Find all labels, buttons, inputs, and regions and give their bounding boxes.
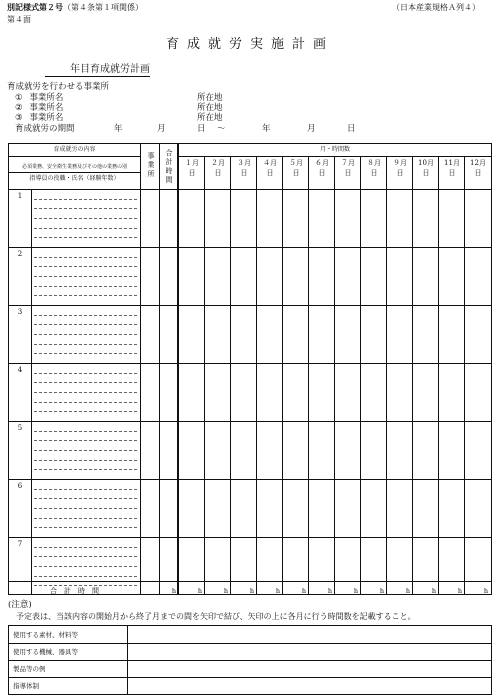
month-label: ７月 bbox=[341, 159, 355, 167]
entry-line bbox=[34, 266, 137, 267]
row-divider bbox=[9, 247, 491, 248]
month-divider bbox=[230, 156, 231, 594]
entry-line bbox=[34, 295, 137, 296]
entry-line bbox=[34, 392, 137, 393]
day-label: 日 bbox=[292, 169, 300, 177]
entry-line bbox=[34, 276, 137, 277]
info-row-divider bbox=[9, 660, 491, 661]
month-divider bbox=[204, 156, 205, 594]
month-label: ４月 bbox=[263, 159, 277, 167]
month-divider bbox=[464, 156, 465, 594]
notes-heading: (注意) bbox=[8, 600, 32, 610]
month-label: ２月 bbox=[211, 159, 225, 167]
month-header bbox=[179, 159, 205, 177]
row-number: 1 bbox=[17, 192, 23, 200]
entry-line bbox=[34, 411, 137, 412]
entry-line bbox=[34, 334, 137, 335]
establishment-heading: 育成就労を行わせる事業所 bbox=[7, 82, 110, 92]
month-divider bbox=[282, 156, 283, 594]
info-column-divider bbox=[127, 626, 128, 694]
row-number: ③ bbox=[15, 113, 23, 123]
entry-line bbox=[34, 382, 137, 383]
entry-line bbox=[34, 286, 137, 287]
period-unit: 月 bbox=[157, 124, 166, 134]
header-divider bbox=[9, 156, 140, 157]
page-title: 育成就労実施計画 bbox=[165, 37, 334, 52]
content-subheader-task-type: 必須業務、安全衛生業務及びその他の業務の別 bbox=[21, 164, 127, 170]
day-label: 日 bbox=[266, 169, 274, 177]
month-label: ６月 bbox=[315, 159, 329, 167]
entry-line bbox=[34, 208, 137, 209]
entry-line bbox=[34, 460, 137, 461]
entry-line bbox=[34, 228, 137, 229]
period-separator: 〜 bbox=[217, 124, 226, 134]
entry-line bbox=[34, 324, 137, 325]
entry-line bbox=[34, 566, 137, 567]
day-label: 日 bbox=[448, 169, 456, 177]
entry-line bbox=[34, 315, 137, 316]
info-row-label: 使用する機械、器具等 bbox=[13, 648, 78, 656]
hours-unit: h bbox=[275, 587, 281, 595]
entry-line bbox=[34, 450, 137, 451]
entry-line bbox=[34, 353, 137, 354]
info-row-divider bbox=[9, 643, 491, 644]
total-divider bbox=[9, 581, 491, 582]
establishment-row-2 bbox=[15, 103, 63, 113]
column-divider bbox=[159, 144, 160, 594]
entry-line bbox=[34, 431, 137, 432]
row-number-divider bbox=[31, 421, 32, 479]
info-row-label: 使用する素材、材料等 bbox=[13, 631, 78, 639]
entry-line bbox=[34, 402, 137, 403]
day-label: 日 bbox=[422, 169, 430, 177]
column-divider bbox=[140, 144, 141, 594]
month-divider bbox=[412, 156, 413, 594]
period-unit: 日 bbox=[347, 124, 356, 134]
entry-line bbox=[34, 218, 137, 219]
hours-unit: h bbox=[171, 587, 177, 595]
info-row-label: 製品等の例 bbox=[13, 665, 46, 673]
month-header bbox=[309, 159, 335, 177]
month-header bbox=[465, 159, 491, 177]
month-label: １月 bbox=[185, 159, 199, 167]
location-label: 所在地 bbox=[197, 103, 223, 113]
entry-line bbox=[34, 556, 137, 557]
hours-unit: h bbox=[379, 587, 385, 595]
month-header bbox=[387, 159, 413, 177]
row-number-divider bbox=[31, 305, 32, 363]
form-label: 別記様式第２号 bbox=[7, 3, 63, 12]
period-unit: 月 bbox=[307, 124, 316, 134]
month-header bbox=[439, 159, 465, 177]
month-label: ８月 bbox=[367, 159, 381, 167]
month-label: 12月 bbox=[470, 159, 486, 167]
entry-line bbox=[34, 489, 137, 490]
month-divider bbox=[386, 156, 387, 594]
row-number-divider bbox=[31, 247, 32, 305]
hours-unit: h bbox=[197, 587, 203, 595]
location-label: 所在地 bbox=[197, 93, 223, 103]
entry-line bbox=[34, 344, 137, 345]
form-ref: （第４条第１項関係） bbox=[63, 3, 143, 12]
row-number-divider bbox=[31, 479, 32, 537]
row-divider bbox=[9, 421, 491, 422]
month-header bbox=[283, 159, 309, 177]
day-label: 日 bbox=[474, 169, 482, 177]
header-divider bbox=[9, 172, 140, 173]
month-label: ５月 bbox=[289, 159, 303, 167]
hours-unit: h bbox=[301, 587, 307, 595]
entry-line bbox=[34, 527, 137, 528]
row-number-divider bbox=[31, 189, 32, 247]
day-label: 日 bbox=[214, 169, 222, 177]
header-bottom bbox=[9, 189, 491, 190]
total-hours-label: 合 計 時 間 bbox=[50, 587, 99, 595]
entry-line bbox=[34, 508, 137, 509]
entry-line bbox=[34, 547, 137, 548]
hours-unit: h bbox=[483, 587, 489, 595]
row-divider bbox=[9, 305, 491, 306]
period-unit: 年 bbox=[114, 124, 123, 134]
content-subheader-instructor: 指導員の役職・氏名（経験年数） bbox=[29, 175, 120, 182]
hours-unit: h bbox=[457, 587, 463, 595]
hours-unit: h bbox=[431, 587, 437, 595]
entry-line bbox=[34, 199, 137, 200]
month-divider bbox=[308, 156, 309, 594]
month-label: ３月 bbox=[237, 159, 251, 167]
entry-line bbox=[34, 373, 137, 374]
office-header: 事 業 所 bbox=[147, 152, 155, 178]
hours-unit: h bbox=[249, 587, 255, 595]
content-header: 育成就労の内容 bbox=[53, 146, 96, 153]
info-row-label: 指導体制 bbox=[13, 682, 39, 690]
header-divider bbox=[179, 156, 491, 157]
month-header bbox=[257, 159, 283, 177]
establishment-row-3 bbox=[15, 113, 63, 123]
day-label: 日 bbox=[240, 169, 248, 177]
period-label: 育成就労の期間 bbox=[15, 124, 75, 134]
month-label: 11月 bbox=[444, 159, 460, 167]
column-divider bbox=[178, 144, 179, 594]
row-number: 4 bbox=[17, 366, 23, 374]
row-number: 7 bbox=[17, 540, 23, 548]
row-number: 5 bbox=[17, 424, 23, 432]
entry-line bbox=[34, 576, 137, 577]
month-divider bbox=[256, 156, 257, 594]
row-divider bbox=[9, 537, 491, 538]
row-number: 6 bbox=[17, 482, 23, 490]
row-number: 2 bbox=[17, 250, 23, 258]
page-number: 第４面 bbox=[7, 15, 31, 24]
month-header bbox=[413, 159, 439, 177]
entry-line bbox=[34, 440, 137, 441]
location-label: 所在地 bbox=[197, 113, 223, 123]
entry-line bbox=[34, 237, 137, 238]
row-divider bbox=[9, 479, 491, 480]
entry-line bbox=[34, 498, 137, 499]
month-label: ９月 bbox=[393, 159, 407, 167]
notes-block bbox=[8, 600, 416, 622]
entry-line bbox=[34, 469, 137, 470]
entry-line bbox=[34, 257, 137, 258]
notes-text: 予定表は、当該内容の開始月から終了月までの間を矢印で結び、矢印の上に各月に行う時間数を記載すること。 bbox=[16, 612, 416, 621]
hours-unit: h bbox=[327, 587, 333, 595]
monthly-hours-header: 月・時間数 bbox=[319, 146, 350, 153]
month-divider bbox=[438, 156, 439, 594]
period-unit: 日 bbox=[197, 124, 206, 134]
row-divider bbox=[9, 363, 491, 364]
month-label: 10月 bbox=[418, 159, 434, 167]
month-header bbox=[231, 159, 257, 177]
row-number: ① bbox=[15, 93, 23, 103]
office-name-label: 事業所名 bbox=[29, 103, 64, 113]
month-divider bbox=[334, 156, 335, 594]
training-schedule-table bbox=[8, 143, 492, 595]
total-hours-header: 合 計 時 間 bbox=[165, 149, 173, 184]
row-number: ② bbox=[15, 103, 23, 113]
hours-unit: h bbox=[353, 587, 359, 595]
day-label: 日 bbox=[318, 169, 326, 177]
period-unit: 年 bbox=[262, 124, 271, 134]
establishment-row-1 bbox=[15, 93, 63, 103]
form-header bbox=[7, 3, 143, 13]
row-number-divider bbox=[31, 363, 32, 421]
office-name-label: 事業所名 bbox=[29, 93, 64, 103]
month-header bbox=[335, 159, 361, 177]
day-label: 日 bbox=[188, 169, 196, 177]
info-row-divider bbox=[9, 677, 491, 678]
entry-line bbox=[34, 518, 137, 519]
day-label: 日 bbox=[344, 169, 352, 177]
office-name-label: 事業所名 bbox=[29, 113, 64, 123]
hours-unit: h bbox=[405, 587, 411, 595]
jis-note: （日本産業規格Ａ列４） bbox=[392, 3, 480, 12]
month-divider bbox=[360, 156, 361, 594]
day-label: 日 bbox=[370, 169, 378, 177]
plan-year-subtitle: 年目育成就労計画 bbox=[45, 60, 150, 77]
day-label: 日 bbox=[396, 169, 404, 177]
info-table bbox=[8, 625, 492, 695]
row-number: 3 bbox=[17, 308, 23, 316]
month-header bbox=[205, 159, 231, 177]
hours-unit: h bbox=[223, 587, 229, 595]
month-header bbox=[361, 159, 387, 177]
